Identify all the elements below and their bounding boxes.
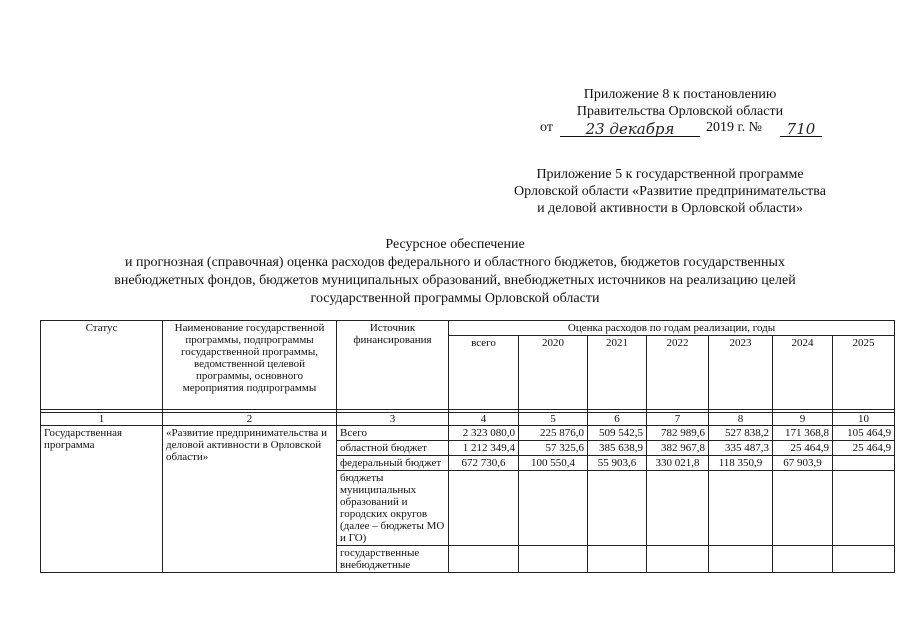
column-index: 4: [449, 413, 519, 426]
value-cell: 171 368,8: [773, 426, 833, 441]
value-cell: 55 903,6: [588, 456, 647, 471]
header-year: 2021: [588, 336, 647, 410]
appendix8-line2: Правительства Орловской области: [576, 104, 784, 119]
column-index: 6: [588, 413, 647, 426]
header-year: 2025: [833, 336, 895, 410]
value-cell: [709, 546, 773, 573]
value-cell: [833, 546, 895, 573]
value-cell: [647, 471, 709, 546]
value-cell: 67 903,9: [773, 456, 833, 471]
value-cell: 118 350,9: [709, 456, 773, 471]
header-year: 2024: [773, 336, 833, 410]
title-line2: и прогнозная (справочная) оценка расходов федерального и областного бюджетов, бюджетов государственных: [125, 255, 785, 270]
header-year: 2022: [647, 336, 709, 410]
date-underline: [560, 120, 700, 137]
title-line4: государственной программы Орловской области: [310, 291, 600, 306]
appendix5-line2: Орловской области «Развитие предпринимательства: [514, 184, 826, 199]
value-cell: [588, 471, 647, 546]
resource-table: [40, 320, 895, 573]
value-cell: 25 464,9: [773, 441, 833, 456]
header-total: всего: [449, 336, 519, 410]
value-cell: [519, 471, 588, 546]
value-cell: [588, 546, 647, 573]
number-handwritten: 710: [786, 120, 816, 138]
header-row-1: [41, 321, 895, 336]
column-index: 8: [709, 413, 773, 426]
value-cell: 2 323 080,0: [449, 426, 519, 441]
column-index-row: [41, 413, 895, 426]
document-title: [60, 236, 850, 308]
header-status: Статус: [41, 321, 163, 410]
table-row: [41, 426, 895, 441]
value-cell: [519, 546, 588, 573]
source-cell: федеральный бюджет: [337, 456, 449, 471]
decree-date-line: [540, 120, 840, 140]
title-line1: Ресурсное обеспечение: [385, 237, 525, 252]
value-cell: 385 638,9: [588, 441, 647, 456]
value-cell: 782 989,6: [647, 426, 709, 441]
from-label: от: [540, 120, 553, 135]
value-cell: [709, 471, 773, 546]
value-cell: 57 325,6: [519, 441, 588, 456]
value-cell: [833, 471, 895, 546]
column-index: 10: [833, 413, 895, 426]
value-cell: 105 464,9: [833, 426, 895, 441]
source-cell: государственные внебюджетные: [337, 546, 449, 573]
appendix5-line1: Приложение 5 к государственной программе: [536, 167, 804, 182]
program-name-cell: «Развитие предпринимательства и деловой активности в Орловской области»: [163, 426, 337, 573]
value-cell: 509 542,5: [588, 426, 647, 441]
column-index: 3: [337, 413, 449, 426]
value-cell: 225 876,0: [519, 426, 588, 441]
value-cell: [647, 546, 709, 573]
value-cell: [449, 471, 519, 546]
value-cell: 527 838,2: [709, 426, 773, 441]
header-year: 2020: [519, 336, 588, 410]
value-cell: [449, 546, 519, 573]
column-index: 2: [163, 413, 337, 426]
appendix5-line3: и деловой активности в Орловской области»: [537, 201, 803, 216]
appendix8-line1: Приложение 8 к постановлению: [583, 87, 777, 102]
header-source: Источник финансирования: [337, 321, 449, 410]
header-name: Наименование государственной программы, подпрограммы государственной программы, ведомственной целевой программы, основного мероприятия подпрограммы: [163, 321, 337, 410]
number-underline: [780, 120, 822, 137]
value-cell: [833, 456, 895, 471]
appendix8-block: [520, 86, 840, 120]
year-label: 2019 г. №: [706, 120, 763, 135]
value-cell: [773, 546, 833, 573]
value-cell: 100 550,4: [519, 456, 588, 471]
column-index: 1: [41, 413, 163, 426]
value-cell: [773, 471, 833, 546]
column-index: 7: [647, 413, 709, 426]
value-cell: 1 212 349,4: [449, 441, 519, 456]
column-index: 9: [773, 413, 833, 426]
source-cell: бюджеты муниципальных образований и городских округов (далее – бюджеты МО и ГО): [337, 471, 449, 546]
appendix5-block: [470, 166, 870, 217]
value-cell: 382 967,8: [647, 441, 709, 456]
header-year: 2023: [709, 336, 773, 410]
source-cell: Всего: [337, 426, 449, 441]
value-cell: 672 730,6: [449, 456, 519, 471]
status-cell: Государственная программа: [41, 426, 163, 573]
source-cell: областной бюджет: [337, 441, 449, 456]
date-handwritten: 23 декабря: [585, 120, 675, 138]
value-cell: 335 487,3: [709, 441, 773, 456]
header-estimate: Оценка расходов по годам реализации, годы: [449, 321, 895, 336]
title-line3: внебюджетных фондов, бюджетов муниципальных образований, внебюджетных источников на реализацию целей: [114, 273, 796, 288]
value-cell: 330 021,8: [647, 456, 709, 471]
value-cell: 25 464,9: [833, 441, 895, 456]
column-index: 5: [519, 413, 588, 426]
